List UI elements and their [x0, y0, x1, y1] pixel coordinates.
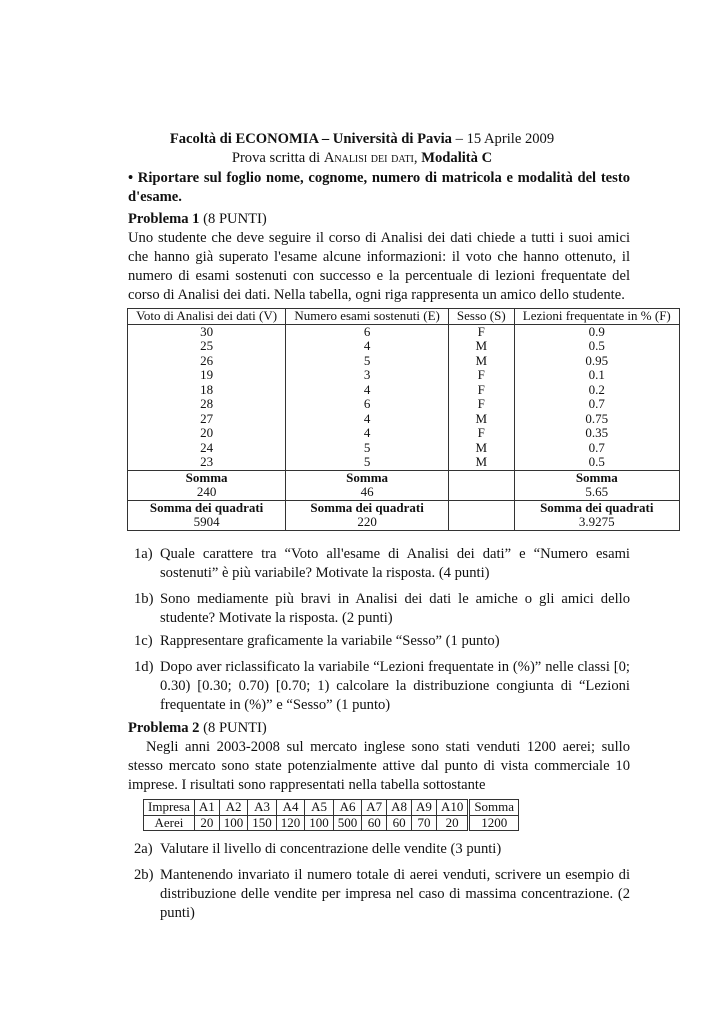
table-cell: Somma dei quadrati — [128, 500, 286, 515]
table-row — [128, 339, 680, 354]
table-cell: A8 — [387, 800, 412, 816]
table-row — [128, 397, 680, 412]
table-row — [128, 485, 680, 500]
table-cell: M — [449, 441, 515, 456]
table-cell: 0.1 — [514, 368, 679, 383]
table-cell: A5 — [305, 800, 334, 816]
table-cell: 4 — [286, 383, 449, 398]
problem1-points: (8 PUNTI) — [203, 211, 267, 227]
table-cell: 0.75 — [514, 412, 679, 427]
question-label: 1b) — [134, 591, 154, 607]
table-row — [128, 324, 680, 339]
table-row — [128, 354, 680, 369]
table-cell: 4 — [286, 426, 449, 441]
table-cell: 100 — [219, 815, 248, 831]
table-cell: F — [449, 397, 515, 412]
table-cell: 120 — [276, 815, 305, 831]
problem2-title: Problema 2 — [128, 720, 200, 736]
faculty-title: Facoltà di ECONOMIA – Università di Pavia — [169, 131, 452, 147]
table-cell: 0.2 — [514, 383, 679, 398]
table-row — [128, 470, 680, 485]
table-cell: 3 — [286, 368, 449, 383]
table-cell — [449, 485, 515, 500]
table-cell: 0.7 — [514, 441, 679, 456]
table-cell: 6 — [286, 397, 449, 412]
table-cell: 70 — [412, 815, 437, 831]
table-row — [128, 383, 680, 398]
table-cell: M — [449, 455, 515, 470]
table-cell: 20 — [436, 815, 468, 831]
table-cell: 19 — [128, 368, 286, 383]
table-cell: 30 — [128, 324, 286, 339]
table-row — [128, 368, 680, 383]
question-text: Quale carattere tra “Voto all'esame di Analisi dei dati” e “Numero esami sostenuti” è più variabile? Motivate la risposta. (4 punti) — [160, 546, 630, 581]
problem1-heading — [128, 210, 267, 229]
table-cell: 26 — [128, 354, 286, 369]
table-cell: 100 — [305, 815, 334, 831]
table-cell: 0.5 — [514, 455, 679, 470]
question-text: Sono mediamente più bravi in Analisi dei dati le amiche o gli amici dello studente? Motivate la risposta. (2 punti) — [160, 591, 630, 626]
table-cell: 18 — [128, 383, 286, 398]
question-text: Dopo aver riclassificato la variabile “Lezioni frequentate in (%)” nelle classi [0; 0.30) [0.30; 0.70) [0.70; 1) calcolare la distribuzione congiunta di “Lezioni frequentate in (%)” e “Sesso” (1 punto) — [160, 659, 630, 713]
students-table — [127, 308, 680, 531]
table-cell: 5 — [286, 441, 449, 456]
table-row — [128, 500, 680, 515]
table-cell: Sesso (S) — [449, 309, 515, 325]
course-name: Analisi dei dati, — [323, 150, 418, 166]
table-cell: A6 — [333, 800, 362, 816]
table-cell: 6 — [286, 324, 449, 339]
table-cell: 25 — [128, 339, 286, 354]
question-text: Mantenendo invariato il numero totale di aerei venduti, scrivere un esempio di distribuzione delle vendite per impresa nel caso di massima concentrazione. (2 punti) — [160, 867, 630, 921]
table-cell: 24 — [128, 441, 286, 456]
question-label: 1d) — [134, 659, 154, 675]
table-cell: A4 — [276, 800, 305, 816]
table-cell: 28 — [128, 397, 286, 412]
exam-type: Prova scritta di — [231, 150, 321, 166]
table-row — [144, 815, 519, 831]
table-cell: M — [449, 354, 515, 369]
table-cell: A3 — [248, 800, 277, 816]
table-cell: 150 — [248, 815, 277, 831]
exam-mode: Modalità C — [421, 150, 493, 166]
header-line-1 — [0, 130, 724, 149]
table-row — [128, 515, 680, 530]
table-cell: F — [449, 368, 515, 383]
table-cell: 0.5 — [514, 339, 679, 354]
table-cell: 220 — [286, 515, 449, 530]
table-cell: 0.7 — [514, 397, 679, 412]
instruction: • Riportare sul foglio nome, cognome, numero di matricola e modalità del testo d'esame. — [128, 170, 630, 205]
table-cell: 20 — [194, 815, 219, 831]
question-label: 2a) — [134, 841, 153, 857]
table-cell: 5 — [286, 455, 449, 470]
table-cell — [449, 500, 515, 515]
table-cell: F — [449, 426, 515, 441]
problem2-intro: Negli anni 2003-2008 sul mercato inglese sono stati venduti 1200 aerei; sullo stesso mercato sono state potenzialmente attive dal punto di vista commerciale 10 imprese. I risultati sono rappresentati nella tabella sottostante — [128, 739, 630, 793]
table-cell: 3.9275 — [514, 515, 679, 530]
table-cell: 240 — [128, 485, 286, 500]
table-cell: Somma — [128, 470, 286, 485]
question-label: 1c) — [134, 633, 153, 649]
table-cell: 4 — [286, 412, 449, 427]
table-cell: Numero esami sostenuti (E) — [286, 309, 449, 325]
problem2-points: (8 PUNTI) — [203, 720, 267, 736]
table-cell: Aerei — [144, 815, 195, 831]
question-label: 2b) — [134, 867, 154, 883]
table-cell: F — [449, 383, 515, 398]
table-cell: A1 — [194, 800, 219, 816]
problem2-heading — [128, 719, 267, 738]
question-text: Valutare il livello di concentrazione delle vendite (3 punti) — [160, 841, 502, 857]
table-cell: 5.65 — [514, 485, 679, 500]
question-text: Rappresentare graficamente la variabile “Sesso” (1 punto) — [160, 633, 500, 649]
table-cell: Somma — [514, 470, 679, 485]
table-cell: 0.95 — [514, 354, 679, 369]
table-row — [128, 412, 680, 427]
table-row — [128, 441, 680, 456]
table-cell: Voto di Analisi dei dati (V) — [128, 309, 286, 325]
table-cell: 46 — [286, 485, 449, 500]
table-cell: Somma dei quadrati — [514, 500, 679, 515]
table-cell: Impresa — [144, 800, 195, 816]
table-cell: 20 — [128, 426, 286, 441]
table-cell: F — [449, 324, 515, 339]
table-cell: 4 — [286, 339, 449, 354]
table-row — [128, 309, 680, 325]
table-cell: 5 — [286, 354, 449, 369]
table-cell: 60 — [387, 815, 412, 831]
header-line-2 — [0, 149, 724, 168]
table-row — [128, 455, 680, 470]
table-cell: 500 — [333, 815, 362, 831]
table-cell — [449, 470, 515, 485]
table-cell: 5904 — [128, 515, 286, 530]
table-cell: A7 — [362, 800, 387, 816]
table-cell: Somma dei quadrati — [286, 500, 449, 515]
table-cell — [449, 515, 515, 530]
table-cell: A9 — [412, 800, 437, 816]
table-cell: A10 — [436, 800, 468, 816]
problem1-title: Problema 1 — [128, 211, 200, 227]
table-cell: 0.35 — [514, 426, 679, 441]
table-cell: 0.9 — [514, 324, 679, 339]
table-cell: Lezioni frequentate in % (F) — [514, 309, 679, 325]
table-cell: 23 — [128, 455, 286, 470]
table-row — [144, 800, 519, 816]
problem1-intro: Uno studente che deve seguire il corso di Analisi dei dati chiede a tutti i suoi amici che hanno già superato l'esame alcune informazioni: il voto che hanno ottenuto, il numero di esami sostenuti con successo e la percentuale di lezioni frequentate del corso di Analisi dei dati. Nella tabella, ogni riga rappresenta un amico dello studente. — [128, 230, 630, 303]
airplanes-table — [143, 799, 519, 831]
table-cell: 60 — [362, 815, 387, 831]
table-cell: Somma — [286, 470, 449, 485]
exam-date: – 15 Aprile 2009 — [455, 131, 555, 147]
table-row — [128, 426, 680, 441]
table-cell: 1200 — [469, 815, 519, 831]
question-label: 1a) — [134, 546, 153, 562]
table-cell: 27 — [128, 412, 286, 427]
table-cell: M — [449, 412, 515, 427]
table-cell: Somma — [469, 800, 519, 816]
table-cell: A2 — [219, 800, 248, 816]
table-cell: M — [449, 339, 515, 354]
